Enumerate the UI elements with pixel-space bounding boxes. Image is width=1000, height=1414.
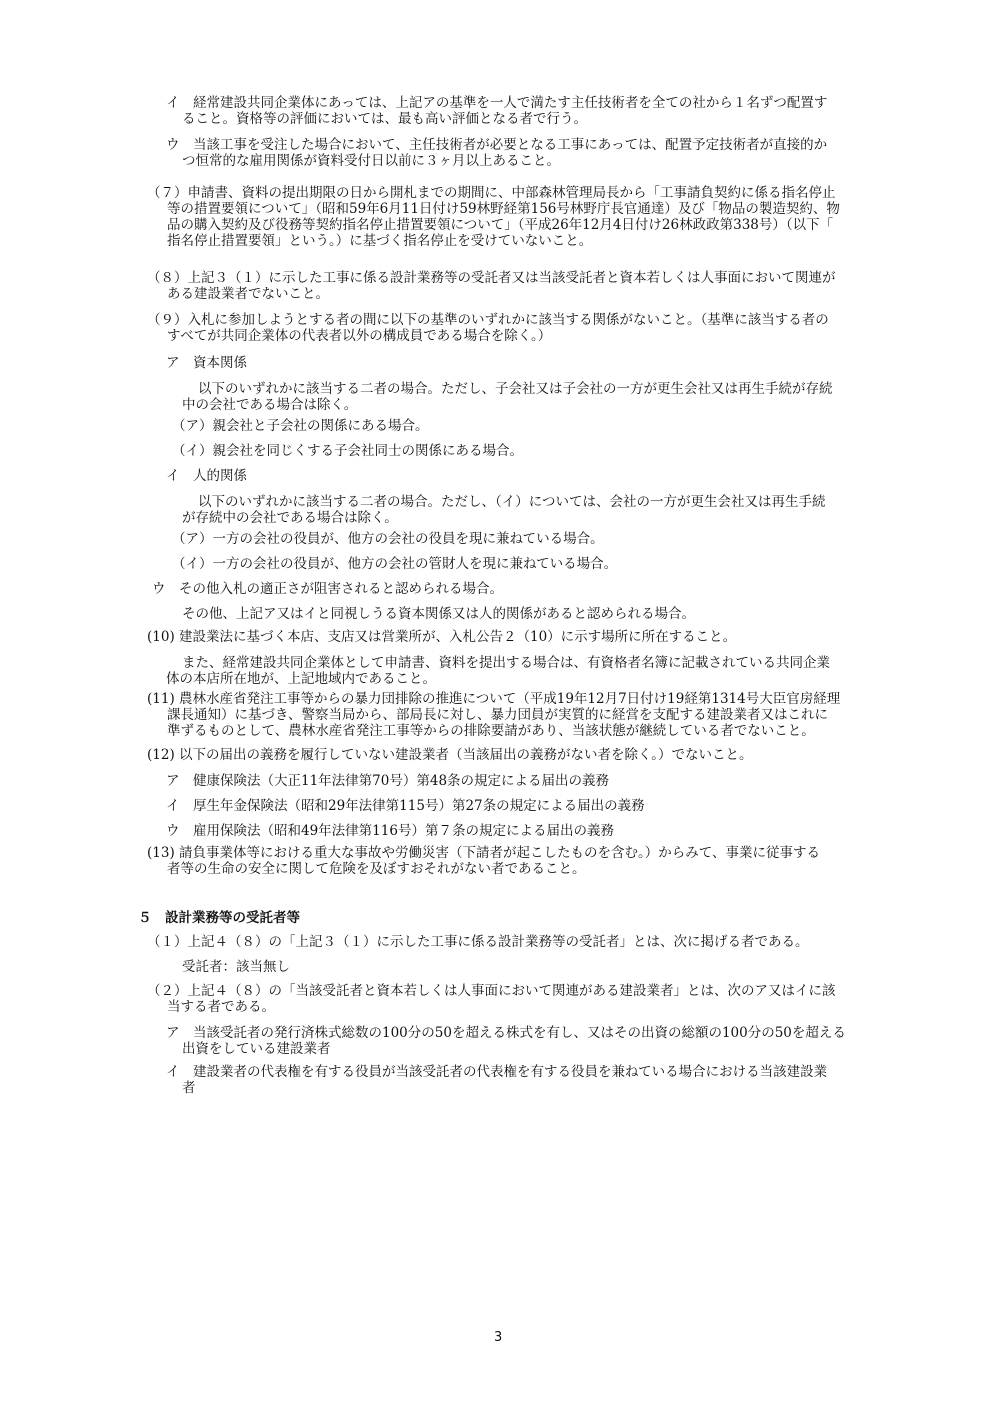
section-5-clause-1	[147, 934, 809, 950]
notification-employment-insurance	[166, 823, 614, 839]
text-line: 中の会社である場合は除く。	[182, 397, 358, 413]
clause-11-gang-exclusion	[147, 691, 840, 739]
text-line: 当する者である。	[167, 999, 275, 1015]
text-line: イ 建設業者の代表権を有する役員が当該受託者の代表権を有する役員を兼ねている場合における当該建設業	[166, 1064, 828, 1080]
clause-9-bidder-relations	[147, 312, 829, 344]
clause-10-office-location	[147, 629, 736, 645]
text-line: 指名停止措置要領」という。）に基づく指名停止を受けていないこと。	[167, 233, 593, 249]
page-number: 3	[494, 1330, 503, 1345]
text-line: (10) 建設業法に基づく本店、支店又は営業所が、入札公告２（10）に示す場所に所在すること。	[147, 629, 737, 645]
personnel-relation-description	[182, 494, 825, 526]
text-line: 受託者：該当無し	[182, 959, 290, 975]
clause-12-notification-duty	[147, 747, 752, 763]
clause-10-joint-venture-note	[166, 655, 830, 687]
text-line: 者	[182, 1080, 196, 1096]
text-line: 品の購入契約及び役務等契約指名停止措置要領について」（平成26年12月4日付け26林政政第338号）（以下「	[167, 217, 834, 233]
text-line: つ恒常的な雇用関係が資料受付日以前に３ヶ月以上あること。	[182, 153, 560, 169]
text-line: 準ずるものとして、農林水産省発注工事等からの排除要請があり、当該状態が継続している者でないこと。	[167, 723, 815, 739]
text-line: 体の本店所在地が、上記地域内であること。	[166, 671, 436, 687]
text-line: ア 健康保険法（大正11年法律第70号）第48条の規定による届出の義務	[166, 773, 610, 789]
personnel-relation-item-a	[172, 531, 604, 547]
text-line: ある建設業者でないこと。	[167, 286, 329, 302]
subheading-personnel-relation	[166, 468, 247, 484]
subheading-capital-relation	[166, 355, 247, 371]
section-5-item-a-shares	[166, 1025, 846, 1057]
text-line: （イ）一方の会社の役員が、他方の会社の管財人を現に兼ねている場合。	[172, 556, 618, 572]
text-line: ること。資格等の評価においては、最も高い評価となる者で行う。	[182, 111, 587, 127]
text-line: (13) 請負事業体等における重大な事故や労働災害（下請者が起こしたものを含む。）からみて、事業に従事する	[147, 845, 820, 861]
capital-relation-item-i	[172, 443, 523, 459]
text-line: その他、上記ア又はイと同視しうる資本関係又は人的関係があると認められる場合。	[182, 606, 695, 622]
personnel-relation-item-i	[172, 556, 617, 572]
text-line: また、経常建設共同企業体として申請書、資料を提出する場合は、有資格者名簿に記載されている共同企業	[182, 655, 830, 671]
section-title: ５ 設計業務等の受託者等	[138, 910, 300, 926]
text-line: 等の措置要領について」（昭和59年6月11日付け59林野経第156号林野庁長官通達）及び「物品の製造契約、物	[167, 201, 840, 217]
text-line: 課長通知）に基づき、警察当局から、部局長に対し、暴力団員が実質的に経営を支配する建設業者又はこれに	[167, 707, 828, 723]
text-line: (12) 以下の届出の義務を履行していない建設業者（当該届出の義務がない者を除く。）でないこと。	[147, 747, 753, 763]
other-impediment-description	[182, 606, 695, 622]
text-line: 出資をしている建設業者	[182, 1041, 331, 1057]
capital-relation-item-a	[172, 418, 429, 434]
contractor-none	[182, 959, 290, 975]
text-line: イ 人的関係	[166, 468, 247, 484]
text-line: （ア）親会社と子会社の関係にある場合。	[172, 418, 429, 434]
notification-pension-insurance	[166, 798, 645, 814]
text-line: ウ 当該工事を受注した場合において、主任技術者が必要となる工事にあっては、配置予定技術者が直接的か	[166, 137, 828, 153]
subheading-other-impediment	[152, 581, 503, 597]
text-line: (11) 農林水産省発注工事等からの暴力団排除の推進について（平成19年12月7日付け19経第1314号大臣官房経理	[147, 691, 841, 707]
text-line: イ 厚生年金保険法（昭和29年法律第115号）第27条の規定による届出の義務	[166, 798, 645, 814]
clause-8-design-contractor	[147, 270, 836, 302]
text-line: （２）上記４（８）の「当該受託者と資本若しくは人事面において関連がある建設業者」とは、次のア又はイに該	[147, 983, 836, 999]
text-line: ア 当該受託者の発行済株式総数の100分の50を超える株式を有し、又はその出資の総額の100分の50を超える	[166, 1025, 846, 1041]
section-5-heading	[138, 910, 300, 926]
text-line: ウ その他入札の適正さが阻害されると認められる場合。	[152, 581, 503, 597]
item-u-employment	[166, 137, 827, 169]
text-line: （ア）一方の会社の役員が、他方の会社の役員を現に兼ねている場合。	[172, 531, 604, 547]
text-line: （１）上記４（８）の「上記３（１）に示した工事に係る設計業務等の受託者」とは、次に掲げる者である。	[147, 934, 809, 950]
text-line: 以下のいずれかに該当する二者の場合。ただし、（イ）については、会社の一方が更生会社又は再生手続	[198, 494, 826, 510]
text-line: ウ 雇用保険法（昭和49年法律第116号）第７条の規定による届出の義務	[166, 823, 614, 839]
text-line: （イ）親会社を同じくする子会社同士の関係にある場合。	[172, 443, 523, 459]
text-line: 者等の生命の安全に関して危険を及ぼすおそれがない者であること。	[167, 861, 586, 877]
section-5-clause-2	[147, 983, 836, 1015]
text-line: ア 資本関係	[166, 355, 247, 371]
text-line: （８）上記３（１）に示した工事に係る設計業務等の受託者又は当該受託者と資本若しくは人事面において関連が	[147, 270, 836, 286]
text-line: イ 経常建設共同企業体にあっては、上記アの基準を一人で満たす主任技術者を全ての社から１名ずつ配置す	[166, 95, 828, 111]
item-i-joint-venture	[166, 95, 827, 127]
capital-relation-description	[182, 381, 833, 413]
clause-13-safety	[147, 845, 820, 877]
clause-7-suspension	[147, 185, 840, 249]
text-line: が存続中の会社である場合は除く。	[182, 510, 398, 526]
text-line: 以下のいずれかに該当する二者の場合。ただし、子会社又は子会社の一方が更生会社又は再生手続が存続	[198, 381, 833, 397]
section-5-item-i-representation	[166, 1064, 827, 1096]
text-line: すべてが共同企業体の代表者以外の構成員である場合を除く。）	[167, 328, 552, 344]
text-line: （７）申請書、資料の提出期限の日から開札までの期間に、中部森林管理局長から「工事請負契約に係る指名停止	[147, 185, 836, 201]
notification-health-insurance	[166, 773, 609, 789]
text-line: （９）入札に参加しようとする者の間に以下の基準のいずれかに該当する関係がないこと。（基準に該当する者の	[147, 312, 829, 328]
